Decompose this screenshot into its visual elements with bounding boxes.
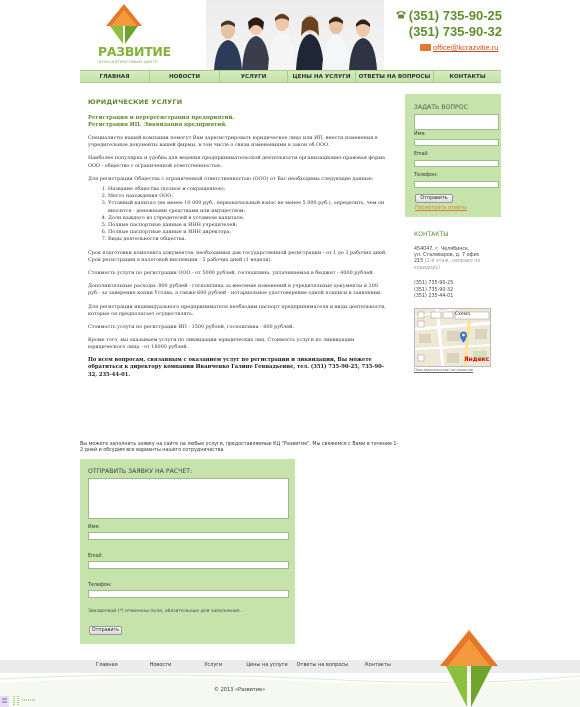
main-nav xyxy=(80,70,501,83)
nav-item-contacts[interactable]: КОНТАКТЫ xyxy=(449,73,486,80)
brand-name[interactable]: РАЗВИТИЕ xyxy=(98,44,171,59)
order-email-label: Email: xyxy=(88,554,103,559)
list-item: 1. Название общества (полное и сокращенное); xyxy=(108,186,388,193)
address-line: 454047, г. Челябинск, xyxy=(414,247,470,252)
contacts-address xyxy=(414,247,504,272)
map-brand: Яндекс xyxy=(464,356,490,363)
view-answers-link[interactable]: Посмотреть ответы xyxy=(415,205,467,211)
copyright: © 2013 «Развитие» xyxy=(214,687,266,693)
footer-logo-icon xyxy=(440,630,498,707)
nav-item-faq[interactable]: ОТВЕТЫ НА ВОПРОСЫ xyxy=(356,71,434,82)
map-terms-link[interactable]: Пользовательское соглашение xyxy=(414,368,474,372)
subheading xyxy=(88,115,388,129)
page-title: ЮРИДИЧЕСКИЕ УСЛУГИ xyxy=(88,98,183,106)
email-label: Email: xyxy=(414,152,429,157)
header-phones xyxy=(395,8,502,39)
paragraph: Стоимость услуги по регистрации ИП - 1500 рублей, госпошлина - 800 рублей. xyxy=(88,324,294,331)
footer-link-faq[interactable]: Ответы на вопросы xyxy=(296,662,349,668)
phone-number-1[interactable]: (351) 735-90-25 xyxy=(408,8,502,23)
paragraph: Дополнительные расходы: 800 рублей - госпошлина за внесение изменений в учредительные документы и 200 руб.- за заверение копии Устава, а также 600 рублей - нотариальное удостоверение одной подписи в заявлении. xyxy=(88,283,382,297)
order-form-title: ОТПРАВИТЬ ЗАЯВКУ НА РАСЧЕТ: xyxy=(88,468,193,475)
contact-phone[interactable]: (351) 735-90-32 xyxy=(414,287,454,293)
list-item: 4. Доли каждого из учредителей в уставном капитале; xyxy=(108,215,388,222)
brand-tagline: КОНСАЛТИНГОВЫЙ ЦЕНТР xyxy=(99,59,158,64)
map-scheme-button[interactable]: Схема xyxy=(455,312,471,317)
logo-icon xyxy=(106,4,142,44)
nav-item-home[interactable]: ГЛАВНАЯ xyxy=(80,71,150,82)
phone-input[interactable] xyxy=(414,181,499,188)
team-photo xyxy=(206,0,384,70)
order-name-input[interactable] xyxy=(88,532,289,540)
footer-link-news[interactable]: Новости xyxy=(149,662,172,668)
order-textarea[interactable] xyxy=(88,478,289,519)
nav-item-services[interactable]: УСЛУГИ xyxy=(220,71,288,82)
phone-label: Телефон: xyxy=(414,173,438,178)
director-contact: По всем вопросам, связанным с оказанием услуг по регистрации и ликвидации, Вы можете обратиться к директору компании Иванченко Галине Геннадьевне, тел. (351) 735-90-25, 735-90-32, 235-44-01. xyxy=(88,356,384,378)
order-phone-label: Телефон: xyxy=(88,583,112,588)
address-hint: (2-й этаж, направо по коридору) xyxy=(414,259,481,271)
contact-phone[interactable]: (351) 735-90-25 xyxy=(414,281,454,286)
question-textarea[interactable] xyxy=(414,114,499,130)
requirements-list xyxy=(88,186,388,244)
contacts-phones xyxy=(414,281,453,301)
list-item: 3. Уставный капитал (не менее 10 000 руб., первоначальный взнос не менее 5 000 руб.), определить, чем он вносится - денежными средствами или имуществом; xyxy=(108,200,388,214)
paragraph: Для регистрации Общества с ограниченной ответственностью (ООО) от Вас необходимы следующие данные: xyxy=(88,175,374,182)
paragraph: Наиболее популярна и удобна для ведения предпринимательской деятельности организационно-правовая форма ООО - общество с ограниченной ответственностью. xyxy=(88,155,385,169)
paragraph: Срок подготовки комплекта документов, необходимых дак государственной регистрации - от 1 до 3 рабочих дней. Срок регистрации в налоговой инспекции - 5 рабочих дней (1 неделя). xyxy=(88,249,387,263)
subheading-line-2: Регистрация ИП. Ликвидация предприятий. xyxy=(88,122,227,128)
list-item: 2. Место нахождения ООО; xyxy=(108,193,388,200)
paragraph: Кроме того, мы оказываем услуги по ликвидации юридических лиц. Стоимость услуги по ликвидации юридического лица - от 18000 рублей. xyxy=(88,337,355,351)
list-item: 6. Полные паспортные данные и ИНН директора; xyxy=(108,229,388,236)
footer-link-contacts[interactable]: Контакты xyxy=(365,662,391,668)
contact-phone[interactable]: (351) 235-44-01 xyxy=(414,294,454,299)
list-item: 7. Виды деятельности общества. xyxy=(108,236,388,243)
ask-submit-button[interactable]: Отправить xyxy=(415,194,453,203)
subheading-line-1: Регистрация и перерегистрация предприятий. xyxy=(88,115,235,121)
contacts-title: КОНТАКТЫ xyxy=(414,231,449,238)
paragraph: Стоимость услуги по регистрации ООО - от 5000 рублей, госпошлина, уплачиваемая в бюджет - 4000 рублей. xyxy=(88,270,375,277)
phone-icon xyxy=(395,10,407,19)
footer-link-home[interactable]: Главная xyxy=(96,662,118,668)
footer-nav xyxy=(80,662,391,668)
phone-number-2[interactable]: (351) 735-90-32 xyxy=(408,24,502,39)
required-fields-note: Звездочкой (*) отмечены поля, обязательные для заполнения. xyxy=(88,609,241,614)
order-phone-input[interactable] xyxy=(88,590,289,598)
order-form-panel xyxy=(80,459,295,644)
mail-icon xyxy=(420,44,431,51)
paragraph: Для регистрации индивидуального предпринимателя необходим паспорт предпринимателя и виды деятельности, которые он предполагает осуществлять. xyxy=(88,303,386,317)
email-link[interactable]: office@kcrazvitie.ru xyxy=(433,43,499,52)
name-label: Имя: xyxy=(414,132,426,137)
nav-item-prices[interactable]: ЦЕНЫ НА УСЛУГИ xyxy=(288,71,356,82)
name-input[interactable] xyxy=(414,139,499,146)
paragraph: Специалисты нашей компании помогут Вам зарегистрировать юридическое лицо или ИП, внести изменения в учредительные документы вашей фирмы, в том числе о связи изменениями в закон об ООО. xyxy=(88,135,378,149)
email-input[interactable] xyxy=(414,160,499,167)
address-line: ул. Сталеваров, д. 7 офис xyxy=(414,253,480,259)
order-intro: Вы можете заполнить заявку на сайте на любые услуги, предоставляемые КЦ "Развитие". Мы свяжемся с Вами в течение 1-2 дней и обсудим все варианты нашего сотрудничества xyxy=(80,442,399,454)
footer-link-services[interactable]: Услуги xyxy=(204,662,223,668)
ask-question-title: ЗАДАТЬ ВОПРОС xyxy=(414,104,468,111)
site-header xyxy=(0,0,580,72)
order-email-input[interactable] xyxy=(88,561,289,569)
corner-widget-icon[interactable] xyxy=(0,690,38,707)
order-submit-button[interactable]: Отправить xyxy=(89,626,122,635)
footer-link-prices[interactable]: Цены на услуги xyxy=(246,662,288,668)
main-content xyxy=(88,98,388,379)
list-item: 5. Полные паспортные данные и ИНН учредителей; xyxy=(108,222,388,229)
nav-item-news[interactable]: НОВОСТИ xyxy=(150,71,220,82)
order-name-label: Имя: xyxy=(88,525,100,530)
address-line: 215 (2-й этаж, направо по коридору) xyxy=(414,259,481,271)
